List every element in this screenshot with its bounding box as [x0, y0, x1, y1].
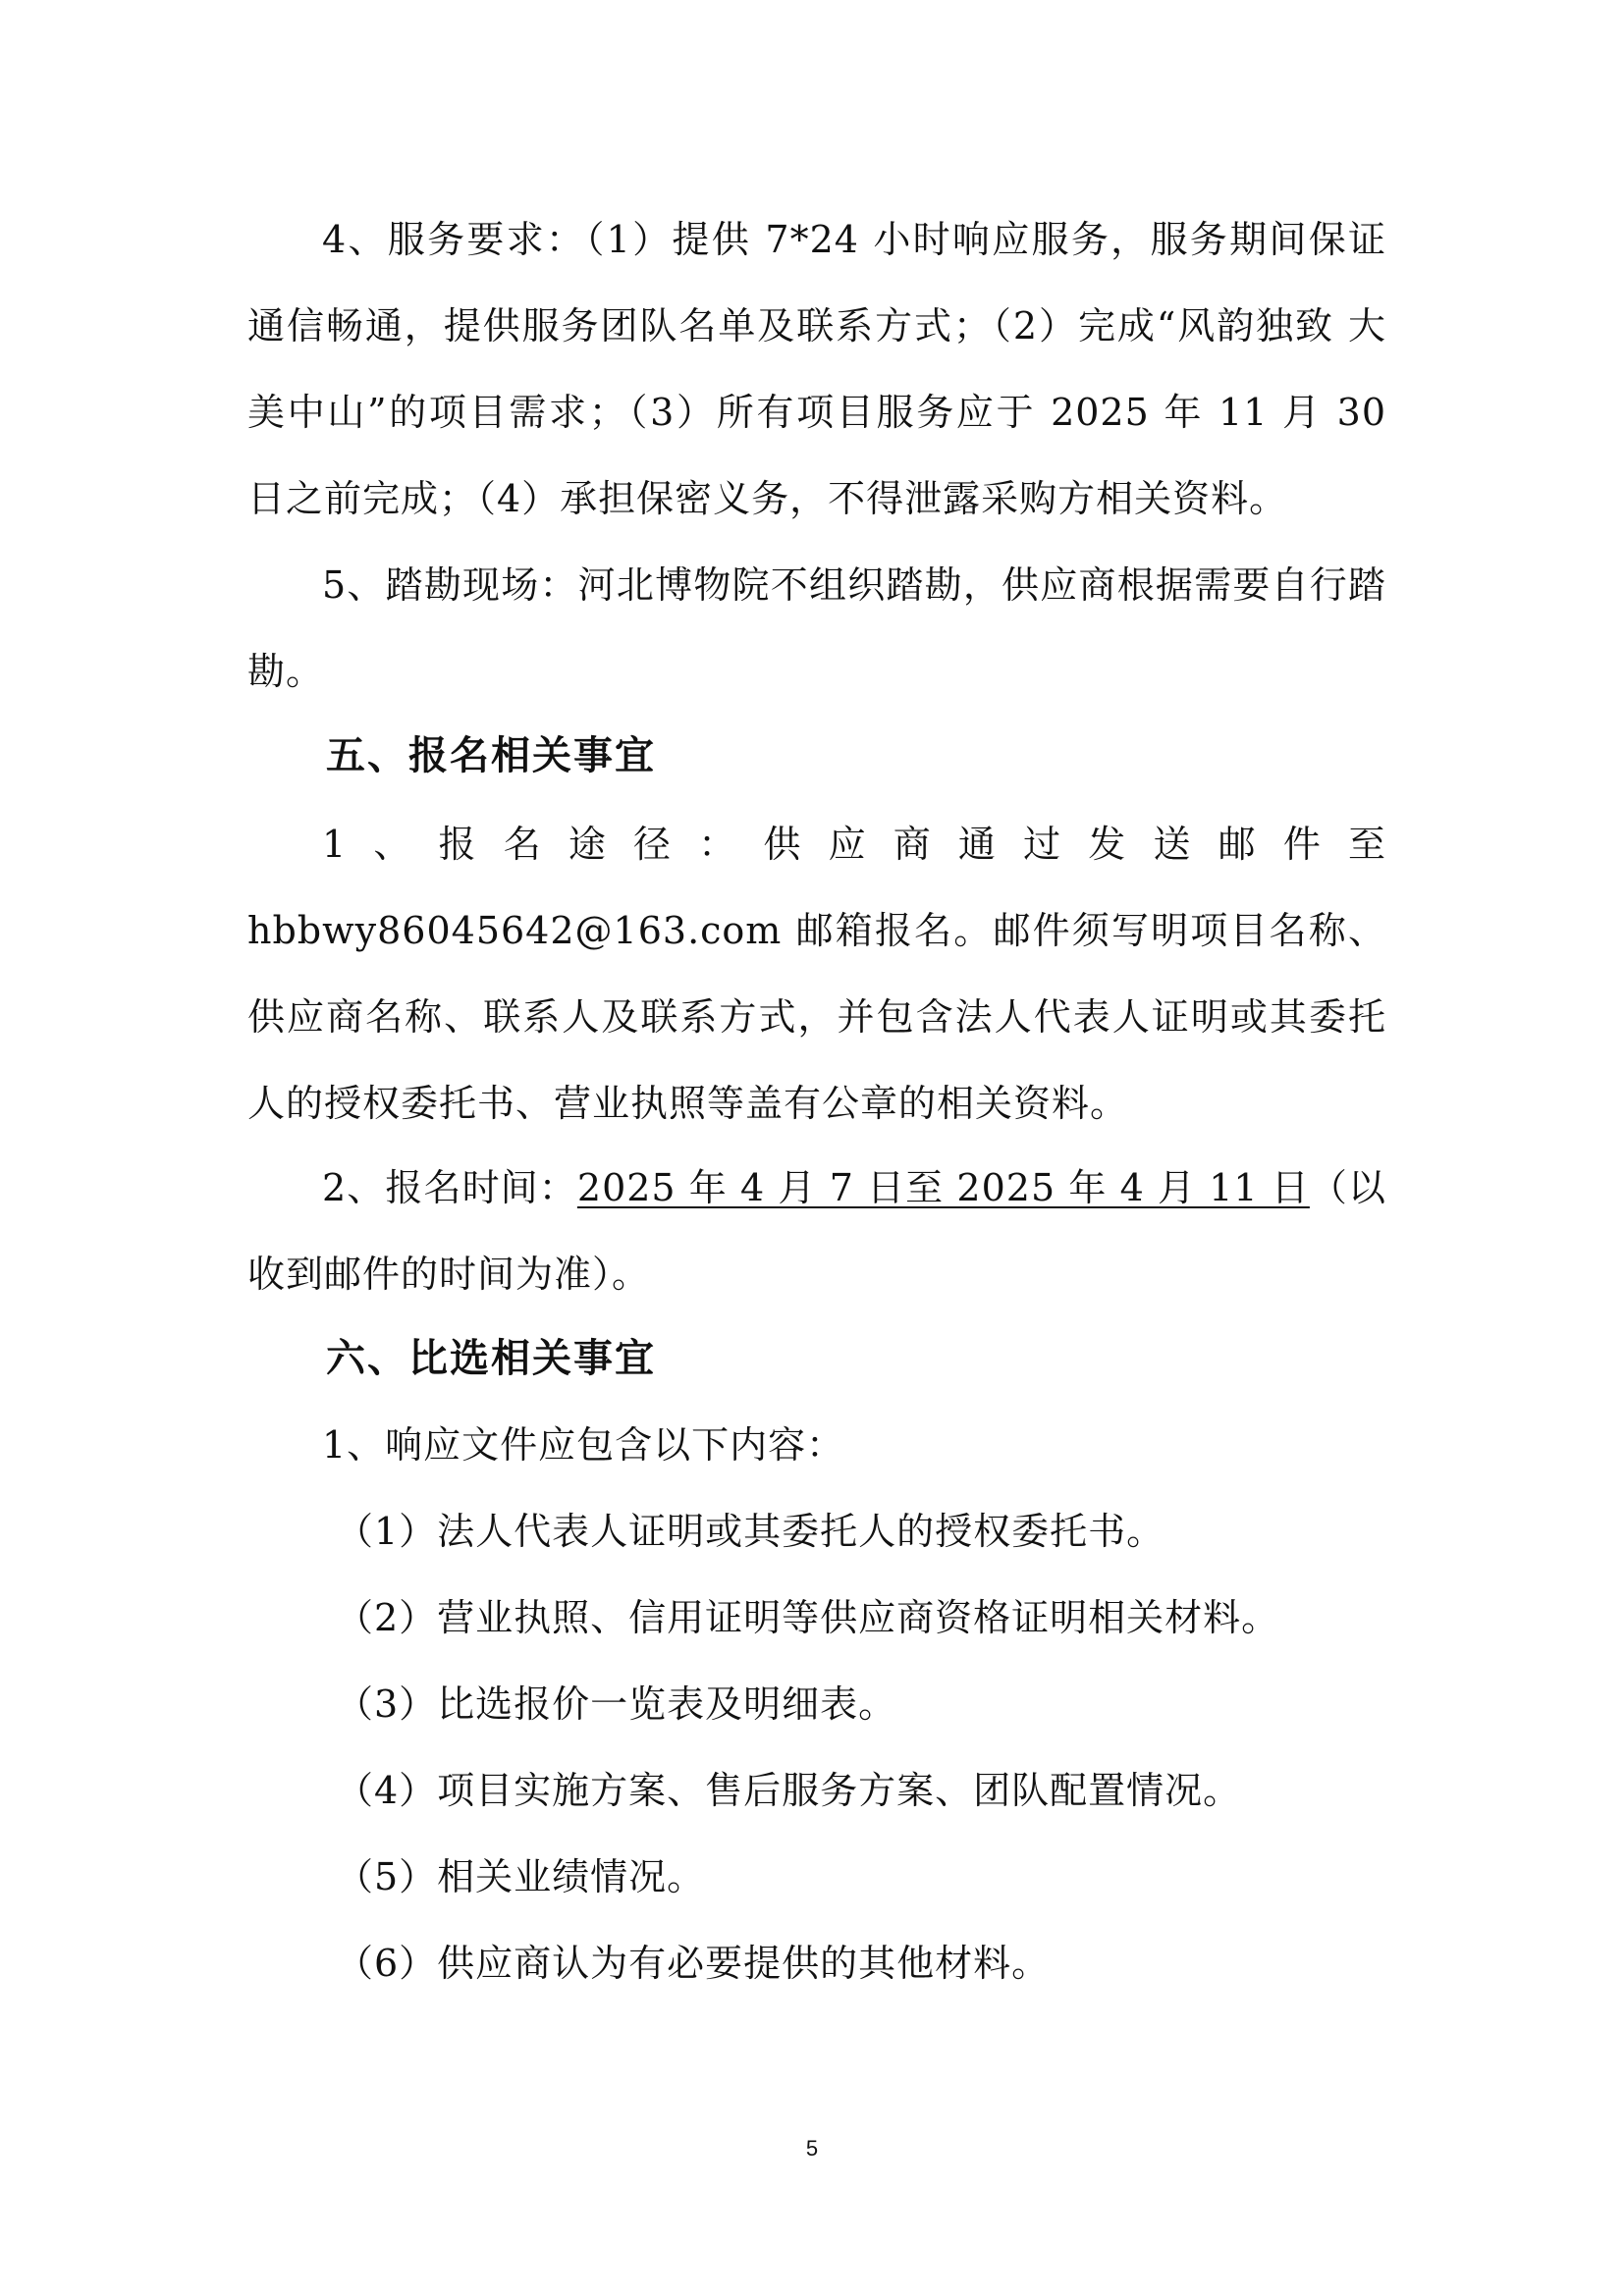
page-number: 5 — [805, 2136, 819, 2161]
registration-method-paragraph: 1、报名途径：供应商通过发送邮件至 hbbwy86045642@163.com 邮箱报名。邮件须写明项目名称、供应商名称、联系人及联系方式，并包含法人代表人证明或其委托人的授权委托书、营业执照等盖有公章的相关资料。 — [247, 823, 1386, 1125]
registration-time-paragraph — [247, 1145, 1386, 1317]
section-heading-registration: 五、报名相关事宜 — [326, 733, 656, 778]
response-file-item: （5）相关业绩情况。 — [336, 1855, 706, 1898]
response-file-item: （6）供应商认为有必要提供的其他材料。 — [336, 1942, 1051, 1985]
response-file-item: （3）比选报价一览表及明细表。 — [336, 1682, 897, 1726]
section-heading-selection: 六、比选相关事宜 — [326, 1336, 656, 1381]
response-file-item: （2）营业执照、信用证明等供应商资格证明相关材料。 — [336, 1596, 1280, 1639]
response-file-intro: 1、响应文件应包含以下内容： — [322, 1423, 845, 1467]
registration-time-note: （以收到邮件的时间为准）。 — [247, 1166, 1386, 1296]
response-file-item: （4）项目实施方案、售后服务方案、团队配置情况。 — [336, 1769, 1242, 1812]
registration-time-dates: 2025 年 4 月 7 日至 2025 年 4 月 11 日 — [576, 1166, 1310, 1209]
service-requirements-paragraph: 4、服务要求：（1）提供 7*24 小时响应服务，服务期间保证通信畅通，提供服务团队名单及联系方式；（2）完成“风韵独致 大美中山”的项目需求；（3）所有项目服务应于 2025 年 11 月 30 日之前完成；（4）承担保密义务，不得泄露采购方相关资料。 — [247, 218, 1386, 520]
response-file-item: （1）法人代表人证明或其委托人的授权委托书。 — [336, 1510, 1165, 1553]
site-survey-paragraph: 5、踏勘现场：河北博物院不组织踏勘，供应商根据需要自行踏勘。 — [247, 563, 1386, 693]
registration-time-label: 2、报名时间： — [322, 1166, 577, 1209]
